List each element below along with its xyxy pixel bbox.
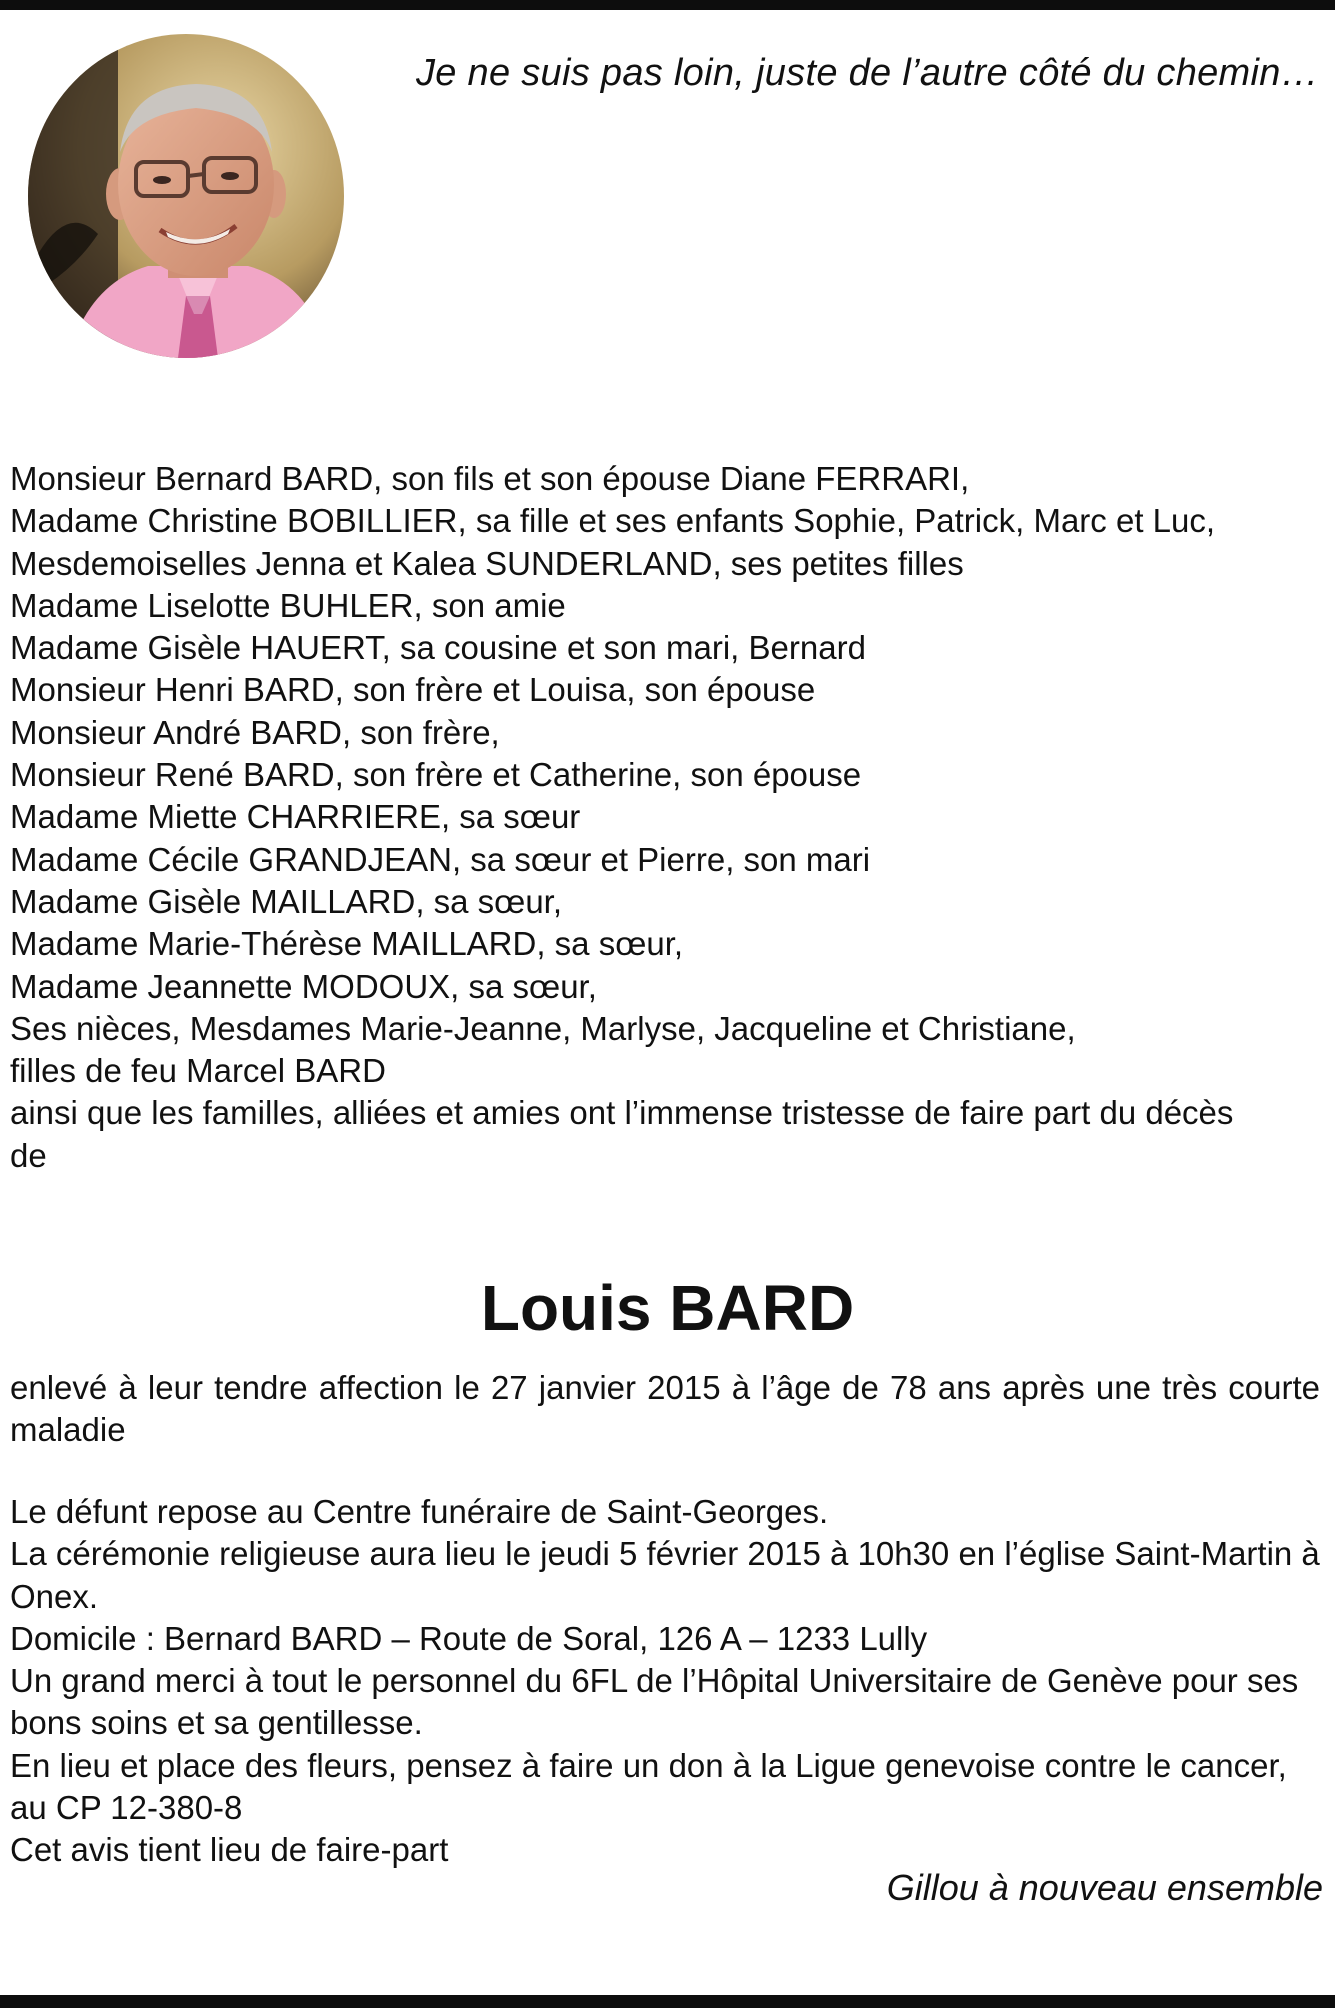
- signature: Gillou à nouveau ensemble: [886, 1867, 1323, 1908]
- detail-line: Le défunt repose au Centre funéraire de Saint-Georges.: [10, 1493, 829, 1530]
- family-line: Monsieur René BARD, son frère et Catherine, son épouse: [10, 756, 862, 794]
- family-line: Madame Jeannette MODOUX, sa sœur,: [10, 967, 597, 1005]
- family-line: Madame Christine BOBILLIER, sa fille et ses enfants Sophie, Patrick, Marc et Luc,: [10, 502, 1216, 540]
- family-line: Madame Marie-Thérèse MAILLARD, sa sœur,: [10, 925, 684, 963]
- detail-line: En lieu et place des fleurs, pensez à faire un don à la Ligue genevoise contre le cancer, au CP 12-380-8: [10, 1746, 1287, 1827]
- family-line: Monsieur André BARD, son frère,: [10, 713, 500, 751]
- family-line: filles de feu Marcel BARD: [10, 1052, 386, 1090]
- portrait-photo: [28, 34, 344, 358]
- funeral-details: [10, 1491, 1320, 1872]
- family-line: Madame Miette CHARRIERE, sa sœur: [10, 798, 581, 836]
- family-line: Madame Cécile GRANDJEAN, sa sœur et Pierre, son mari: [10, 840, 871, 878]
- detail-line: Cet avis tient lieu de faire-part: [10, 1831, 449, 1869]
- top-rule: [0, 0, 1335, 10]
- opening-quote: Je ne suis pas loin, juste de l’autre côté du chemin…: [415, 52, 1319, 94]
- detail-line: Un grand merci à tout le personnel du 6FL de l’Hôpital Universitaire de Genève pour ses bons soins et sa gentillesse.: [10, 1662, 1299, 1742]
- family-line: de: [10, 1136, 47, 1174]
- family-line: Ses nièces, Mesdames Marie-Jeanne, Marlyse, Jacqueline et Christiane,: [10, 1009, 1076, 1047]
- death-announcement: enlevé à leur tendre affection le 27 janvier 2015 à l’âge de 78 ans après une très courte maladie: [10, 1369, 1320, 1449]
- family-line: Madame Liselotte BUHLER, son amie: [10, 586, 566, 624]
- family-line: Madame Gisèle MAILLARD, sa sœur,: [10, 882, 563, 920]
- portrait-illustration: [28, 34, 344, 358]
- detail-line: La cérémonie religieuse aura lieu le jeudi 5 février 2015 à 10h30 en l’église Saint-Martin à Onex.: [10, 1535, 1320, 1615]
- family-list: [10, 458, 1320, 1177]
- family-line: Monsieur Henri BARD, son frère et Louisa, son épouse: [10, 671, 816, 709]
- detail-line: Domicile : Bernard BARD – Route de Soral, 126 A – 1233 Lully: [10, 1619, 928, 1657]
- bottom-rule: [0, 1995, 1335, 2008]
- family-line: Madame Gisèle HAUERT, sa cousine et son mari, Bernard: [10, 629, 866, 667]
- family-line: Mesdemoiselles Jenna et Kalea SUNDERLAND, ses petites filles: [10, 544, 964, 582]
- family-line: ainsi que les familles, alliées et amies ont l’immense tristesse de faire part du décès: [10, 1094, 1234, 1132]
- deceased-name: Louis BARD: [480, 1272, 855, 1344]
- family-line: Monsieur Bernard BARD, son fils et son épouse Diane FERRARI,: [10, 460, 970, 497]
